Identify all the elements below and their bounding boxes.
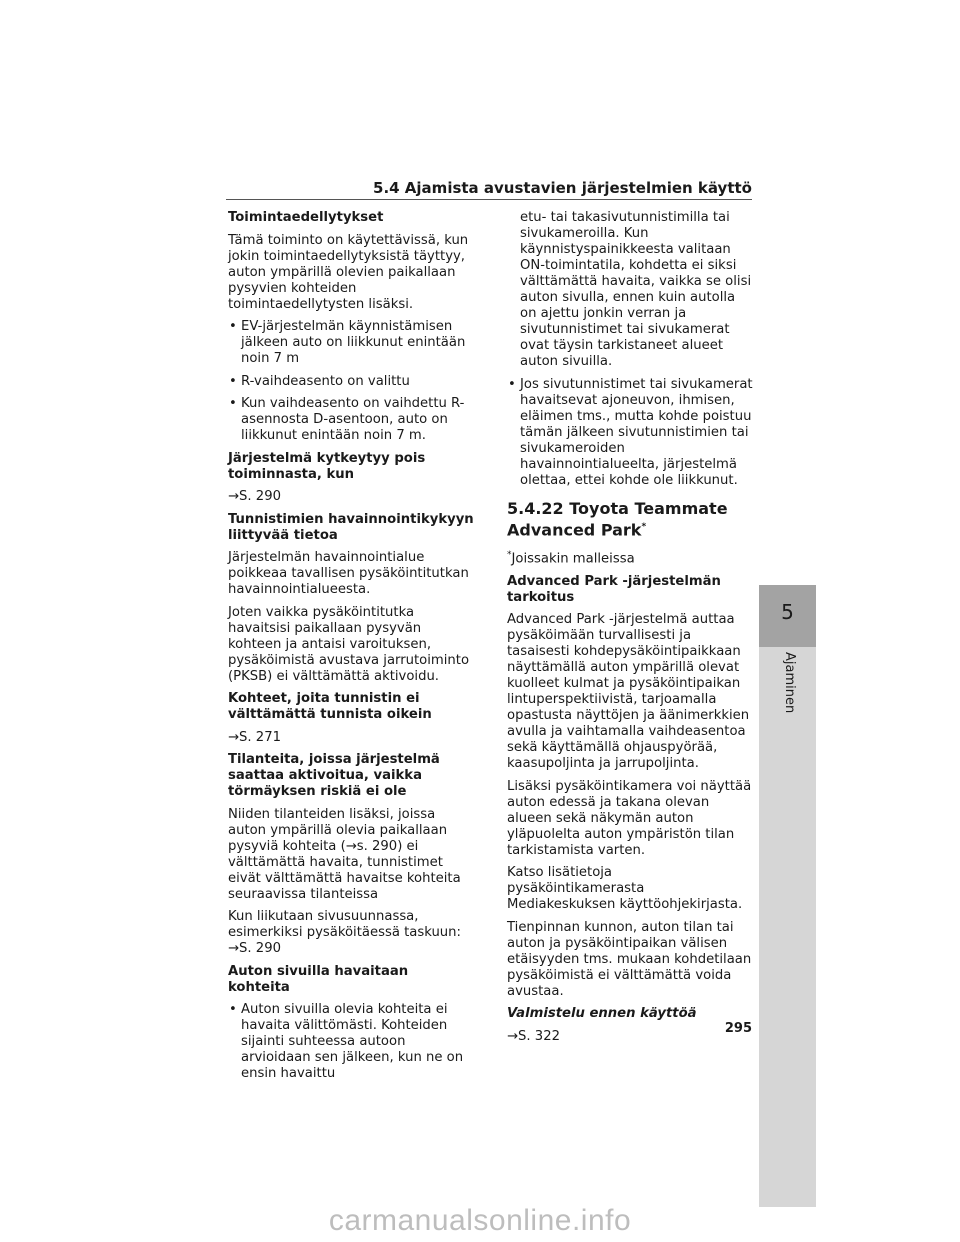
- subheading: Auton sivuilla havaitaan kohteita: [228, 963, 409, 995]
- footnote-marker: *: [507, 549, 512, 560]
- paragraph: →S. 290: [228, 489, 281, 504]
- chapter-number: 5: [781, 600, 794, 624]
- bullet-list: [228, 1002, 474, 1082]
- subheading: Advanced Park -järjestelmän tarkoitus: [507, 573, 721, 605]
- paragraph: Katso lisätietoja pysäköintikamerasta Mediakeskuksen käyttöohjekirjasta.: [507, 865, 743, 913]
- footnote-marker: *: [641, 521, 647, 532]
- section-title-text: 5.4.22 Toyota Teammate Advanced Park: [507, 498, 728, 539]
- bullet-list: [507, 377, 753, 489]
- bullet-item: • Jos sivutunnistimet tai sivukamerat havaitsevat ajoneuvon, ihmisen, eläimen tms., mutta kohde poistuu tämän jälkeen sivutunnistimien tai sivukameroiden havainnointialueelta, järjestelmä olettaa, ettei kohde ole liikkunut.: [507, 377, 753, 489]
- paragraph: Niiden tilanteiden lisäksi, joissa auton ympärillä olevia paikallaan pysyviä kohteita (→s. 290) ei välttämättä havaita, tunnistimet eivät välttämättä havaitse kohteita seuraavissa tilanteissa: [228, 806, 461, 902]
- bullet-item: • R-vaihdeasento on valittu: [228, 374, 474, 390]
- chapter-label: Ajaminen: [782, 652, 797, 714]
- paragraph: Tämä toiminto on käytettävissä, kun jokin toimintaedellytyksistä täyttyy, auton ympärillä olevien paikallaan pysyvien kohteiden toimintaedellytysten lisäksi.: [228, 232, 469, 312]
- page-header-title: 5.4 Ajamista avustavien järjestelmien käyttö: [373, 179, 752, 197]
- bullet-item: • Auton sivuilla olevia kohteita ei havaita välittömästi. Kohteiden sijainti suhteessa autoon arvioidaan sen jälkeen, kun ne on ensin havaittu: [228, 1002, 474, 1082]
- paragraph: →S. 322: [507, 1028, 560, 1044]
- paragraph: →S. 271: [228, 729, 281, 745]
- section-title: [507, 499, 753, 539]
- left-column: [228, 210, 474, 1089]
- subheading: Järjestelmä kytkeytyy pois toiminnasta, kun: [228, 450, 426, 482]
- bullet-continuation: etu- tai takasivutunnistimilla tai sivukameroilla. Kun käynnistyspainikkeesta valitaan ON-toimintatila, kohdetta ei siksi välttämättä havaita, vaikka se olisi auton sivulla, ennen kuin autolla on ajettu jonkin verran ja sivutunnistimet tai sivukamerat ovat täysin tarkistaneet alueet auton sivuilla.: [520, 210, 752, 369]
- watermark-text: carmanualsonline.info: [328, 1204, 632, 1237]
- footnote-text: Joissakin malleissa: [511, 551, 635, 567]
- bullet-item: • EV-järjestelmän käynnistämisen jälkeen auto on liikkunut enintään noin 7 m: [228, 319, 474, 367]
- bullet-list: [228, 319, 474, 444]
- subheading: Toimintaedellytykset: [228, 210, 384, 225]
- paragraph: Tienpinnan kunnon, auton tilan tai auton ja pysäköintipaikan välisen etäisyyden tms. mukaan kohdetilaan pysäköimistä ei välttämättä voida avustaa.: [507, 919, 752, 999]
- subheading: Tilanteita, joissa järjestelmä saattaa aktivoitua, vaikka törmäyksen riskiä ei ole: [228, 752, 440, 799]
- paragraph: Kun liikutaan sivusuunnassa, esimerkiksi pysäköitäessä taskuun: →S. 290: [228, 909, 461, 956]
- page-number: 295: [724, 1021, 752, 1036]
- paragraph: Lisäksi pysäköintikamera voi näyttää auton edessä ja takana olevan alueen sekä näkymän auton yläpuolelta auton ympäristön tilan tarkistamista varten.: [507, 778, 752, 858]
- paragraph: Joten vaikka pysäköintitutka havaitsisi paikallaan pysyvän kohteen ja antaisi varoituksen, pysäköimistä avustava jarrutoiminto (PKSB) ei välttämättä aktivoidu.: [228, 604, 470, 684]
- subheading: Tunnistimien havainnointikykyyn liittyvää tietoa: [228, 511, 474, 543]
- bullet-item: • Kun vaihdeasento on vaihdettu R-asennosta D-asentoon, auto on liikkunut enintään noin 7 m.: [228, 396, 474, 444]
- header-divider: [226, 199, 752, 200]
- right-column: [507, 210, 753, 1051]
- italic-subheading: Valmistelu ennen käyttöä: [507, 1006, 697, 1022]
- subheading: Kohteet, joita tunnistin ei välttämättä tunnista oikein: [228, 691, 432, 722]
- chapter-tab-strip: [759, 647, 816, 1207]
- footnote: [507, 547, 753, 567]
- paragraph: Järjestelmän havainnointialue poikkeaa tavallisen pysäköintitutkan havainnointialueesta.: [228, 550, 469, 597]
- paragraph: Advanced Park -järjestelmä auttaa pysäköimään turvallisesti ja tasaisesti kohdepysäköintipaikkaan näyttämällä auton ympärillä olevat kuolleet kulmat ja pysäköintipaikan lintuperspektiivistä, tarjoamalla opastusta näyttöjen ja äänimerkkien avulla ja vaihtamalla vaihdeasentoa sekä käyttämällä ohjauspyörää, kaasupoljinta ja jarrupoljinta.: [507, 612, 750, 772]
